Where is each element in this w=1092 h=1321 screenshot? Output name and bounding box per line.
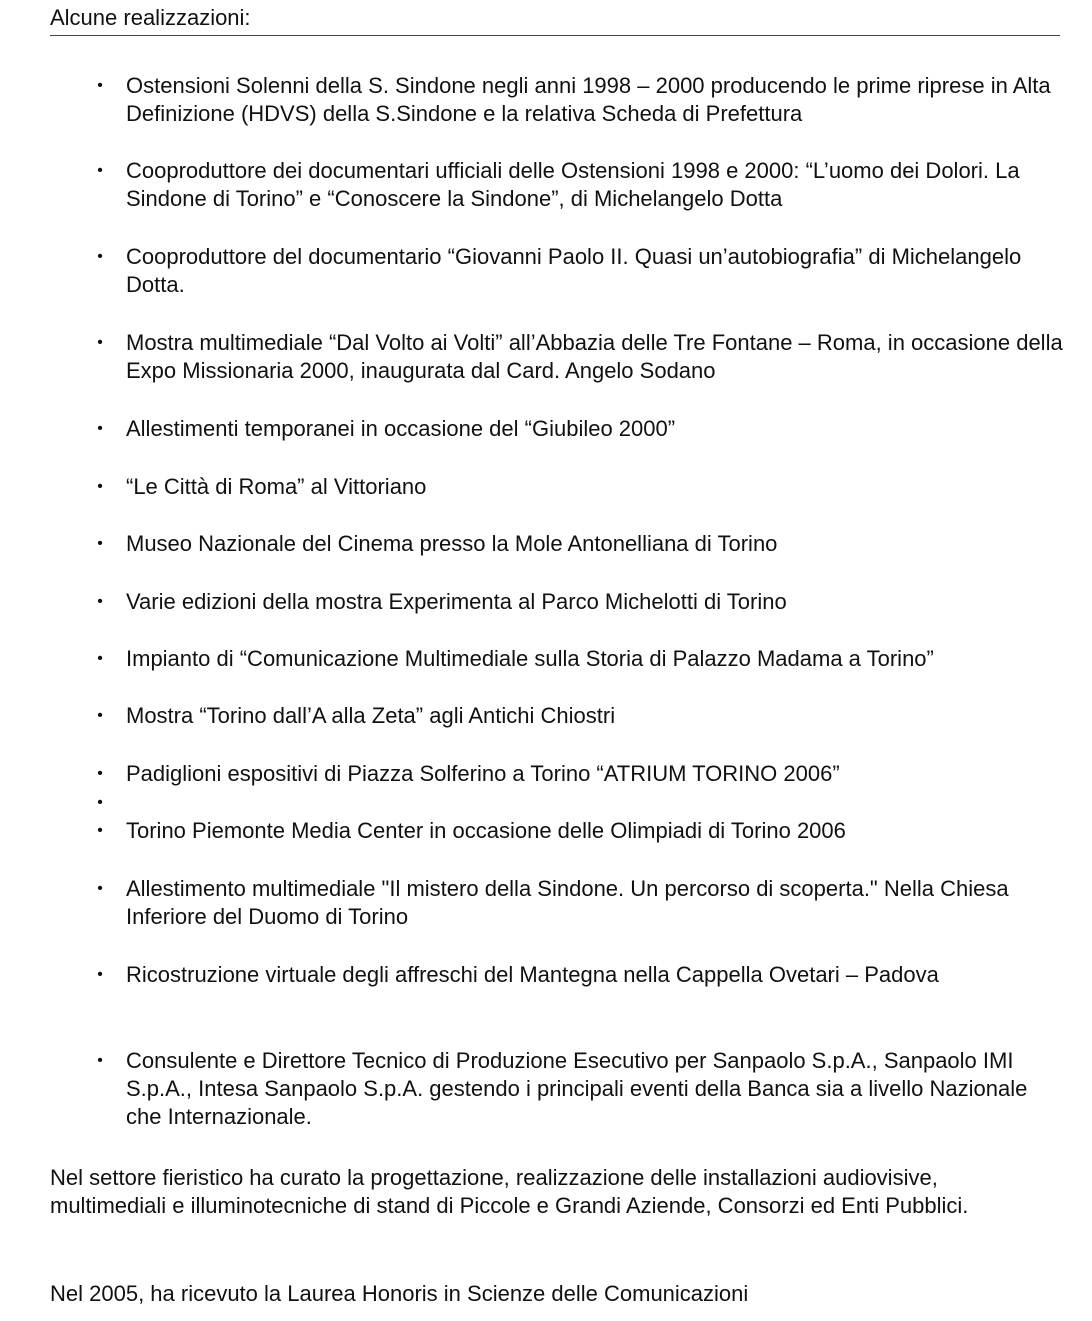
list-item	[97, 473, 1066, 501]
list-item-text: Varie edizioni della mostra Experimenta al Parco Michelotti di Torino	[126, 589, 787, 614]
heading-rule	[50, 4, 1060, 36]
list-item	[97, 415, 1066, 443]
list-item	[97, 72, 1066, 128]
bullet-icon: •	[97, 650, 103, 667]
bullet-icon: •	[97, 880, 103, 897]
bullet-icon: •	[97, 420, 103, 437]
section-heading: Alcune realizzazioni:	[50, 5, 251, 30]
list-item-text: Impianto di “Comunicazione Multimediale sulla Storia di Palazzo Madama a Torino”	[126, 646, 934, 671]
list-item	[97, 530, 1066, 558]
list-item-text: Allestimento multimediale "Il mistero della Sindone. Un percorso di scoperta." Nella Chiesa Inferiore del Duomo di Torino	[126, 876, 1009, 929]
list-item-text: “Le Città di Roma” al Vittoriano	[126, 474, 427, 499]
bullet-icon: •	[97, 593, 103, 610]
list-item-text: Cooproduttore dei documentari ufficiali delle Ostensioni 1998 e 2000: “L’uomo dei Dolori. La Sindone di Torino” e “Conoscere la Sindone”, di Michelangelo Dotta	[126, 158, 1020, 211]
list-item	[97, 588, 1066, 616]
bullet-icon: •	[97, 248, 103, 265]
list-item	[97, 875, 1066, 931]
list-item-text: Museo Nazionale del Cinema presso la Mole Antonelliana di Torino	[126, 531, 778, 556]
list-item-text: Torino Piemonte Media Center in occasione delle Olimpiadi di Torino 2006	[126, 818, 846, 843]
list-item	[97, 961, 1066, 989]
list-item	[97, 702, 1066, 730]
bullet-icon: •	[97, 966, 103, 983]
bullet-icon: •	[97, 162, 103, 179]
bullet-icon: •	[97, 478, 103, 495]
list-item-text: Mostra multimediale “Dal Volto ai Volti” all’Abbazia delle Tre Fontane – Roma, in occasione della Expo Missionaria 2000, inaugurata dal Card. Angelo Sodano	[126, 330, 1063, 383]
list-item	[97, 817, 1066, 845]
list-item	[97, 1047, 1066, 1131]
list-item-text: Consulente e Direttore Tecnico di Produzione Esecutivo per Sanpaolo S.p.A., Sanpaolo IMI S.p.A., Intesa Sanpaolo S.p.A. gestendo i principali eventi della Banca sia a livello Nazionale che Internazionale.	[126, 1048, 1028, 1129]
paragraph-honoris: Nel 2005, ha ricevuto la Laurea Honoris in Scienze delle Comunicazioni	[50, 1281, 749, 1306]
list-item	[97, 243, 1066, 299]
list-item-text: Ostensioni Solenni della S. Sindone negli anni 1998 – 2000 producendo le prime riprese in Alta Definizione (HDVS) della S.Sindone e la relativa Scheda di Prefettura	[126, 73, 1051, 126]
bullet-icon: •	[97, 794, 103, 811]
list-item-text: Mostra “Torino dall’A alla Zeta” agli Antichi Chiostri	[126, 703, 616, 728]
list-item-text: Padiglioni espositivi di Piazza Solferino a Torino “ATRIUM TORINO 2006”	[126, 761, 840, 786]
bullet-icon: •	[97, 765, 103, 782]
bullet-icon: •	[97, 707, 103, 724]
list-item-text: Cooproduttore del documentario “Giovanni Paolo II. Quasi un’autobiografia” di Michelangelo Dotta.	[126, 244, 1022, 297]
list-item	[97, 157, 1066, 213]
list-item-text: Ricostruzione virtuale degli affreschi del Mantegna nella Cappella Ovetari – Padova	[126, 962, 939, 987]
bullet-icon: •	[97, 822, 103, 839]
list-item	[97, 760, 1066, 788]
bullet-icon: •	[97, 77, 103, 94]
bullet-icon: •	[97, 1052, 103, 1069]
paragraph-trade-fairs: Nel settore fieristico ha curato la progettazione, realizzazione delle installazioni audiovisive, multimediali e illuminotecniche di stand di Piccole e Grandi Aziende, Consorzi ed Enti Pubblici.	[50, 1165, 969, 1218]
bullet-icon: •	[97, 334, 103, 351]
list-item	[97, 645, 1066, 673]
list-item-text: Allestimenti temporanei in occasione del “Giubileo 2000”	[126, 416, 676, 441]
list-item	[97, 329, 1066, 385]
bullet-icon: •	[97, 535, 103, 552]
